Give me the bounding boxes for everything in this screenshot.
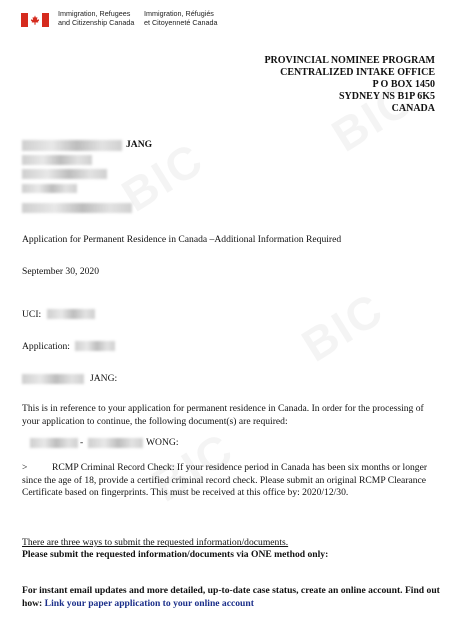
redacted-uci-number bbox=[47, 309, 95, 319]
salutation-surname: JANG: bbox=[90, 373, 118, 384]
redacted-application-number bbox=[75, 341, 115, 351]
application-label: Application: bbox=[22, 341, 70, 352]
agency-name-fr: Immigration, Réfugiés et Citoyenneté Canada bbox=[144, 9, 218, 27]
uci-label: UCI: bbox=[22, 309, 42, 320]
redacted-address-line bbox=[22, 169, 107, 179]
one-method-text: Please submit the requested information/documents via ONE method only: bbox=[22, 549, 329, 560]
redacted-applicant-name bbox=[30, 438, 78, 448]
redacted-address-line bbox=[22, 155, 92, 165]
letter-date: September 30, 2020 bbox=[22, 266, 100, 277]
agency-name-en: Immigration, Refugees and Citizenship Canada bbox=[58, 9, 135, 27]
redacted-applicant-name bbox=[88, 438, 143, 448]
link-online-account[interactable]: Link your paper application to your online account bbox=[44, 597, 254, 609]
letter-subject: Application for Permanent Residence in Canada –Additional Information Required bbox=[22, 234, 342, 245]
redacted-salutation-name bbox=[22, 374, 84, 384]
redacted-address-line bbox=[22, 184, 77, 193]
applicant-dash: - bbox=[80, 437, 84, 448]
watermark bbox=[292, 282, 393, 373]
requirement-text: RCMP Criminal Record Check: If your residence period in Canada has been six months or longer since the age of 18, provide a certified criminal record check. Please submit an original RCMP Clearance Certificate based on fingerprints. This must be received at this office by: 2020/12/30. bbox=[22, 462, 428, 499]
intro-paragraph: This is in reference to your application for permanent residence in Canada. In order for the processing of your application to continue, the following document(s) are required: bbox=[22, 403, 424, 427]
three-ways-text: There are three ways to submit the requested information/documents. bbox=[22, 537, 289, 548]
requirement-bullet: > bbox=[22, 462, 28, 473]
redacted-address-line bbox=[22, 203, 132, 213]
office-address: PROVINCIAL NOMINEE PROGRAM CENTRALIZED INTAKE OFFICE P O BOX 1450 SYDNEY NS B1P 6K5 CANADA bbox=[264, 55, 435, 114]
online-account-paragraph: For instant email updates and more detailed, up-to-date case status, create an online account. Find out how: Link your paper application to your online account bbox=[22, 585, 440, 609]
redacted-recipient-name bbox=[22, 140, 122, 151]
canada-flag-icon bbox=[20, 13, 50, 27]
applicant-surname: WONG: bbox=[146, 437, 179, 448]
recipient-surname: JANG bbox=[126, 139, 153, 150]
